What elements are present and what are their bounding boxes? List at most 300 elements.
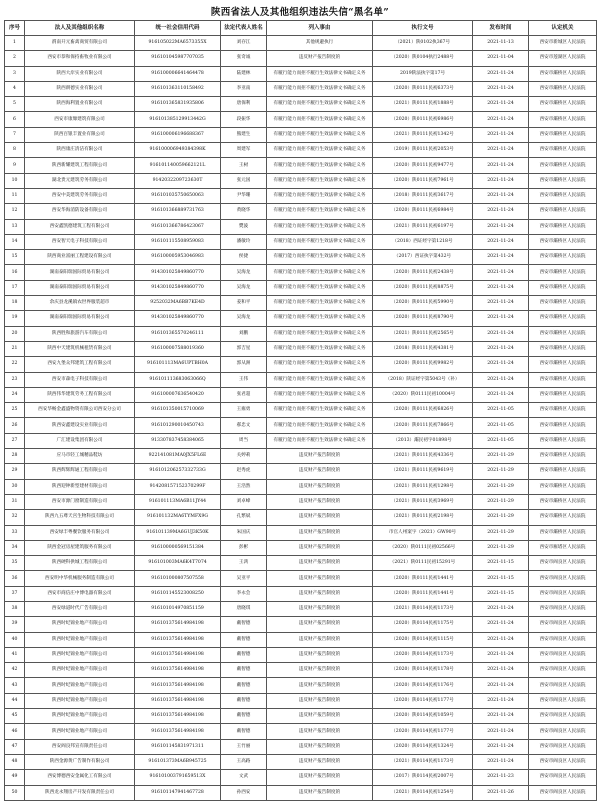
publish-date: 2021-11-29 — [473, 479, 529, 494]
doc-number: （2021）陕0111民初9619号 — [373, 464, 473, 479]
org-name: 陕西时纪锦业地产有限公司 — [25, 724, 135, 739]
header-publish-date: 发布时间 — [473, 21, 529, 36]
row-index: 48 — [5, 754, 25, 769]
doc-number: （2020）陕0111民初5990号 — [373, 296, 473, 311]
credit-code: 916101003MA6K4T7074 — [135, 556, 221, 571]
publish-date: 2021-11-24 — [473, 219, 529, 234]
org-name: 陕西康庄清洁有限公司 — [25, 143, 135, 158]
publish-date: 2021-11-24 — [473, 204, 529, 219]
publish-date: 2021-11-24 — [473, 296, 529, 311]
legal-rep: 孙西安 — [221, 785, 267, 800]
org-name: 西安博德西安金属化工有限公司 — [25, 770, 135, 785]
org-name: 陕西大岸实业有限公司 — [25, 66, 135, 81]
org-name: 西安市康塬建筑有限公司 — [25, 112, 135, 127]
legal-rep: 陆建林 — [221, 66, 267, 81]
table-row — [5, 311, 597, 326]
table-row — [5, 97, 597, 112]
authority: 西安市灞桥区人民法院 — [529, 341, 597, 356]
row-index: 8 — [5, 143, 25, 158]
reason: 有履行能力而拒不履行生效法律文书确定义务 — [267, 158, 373, 173]
authority: 西安市阎良区人民法院 — [529, 754, 597, 769]
legal-rep: 戴智德 — [221, 724, 267, 739]
publish-date: 2021-11-29 — [473, 494, 529, 509]
legal-rep: 孔繁斌 — [221, 510, 267, 525]
publish-date: 2021-11-24 — [473, 601, 529, 616]
authority: 西安市灞桥区人民法院 — [529, 449, 597, 464]
publish-date: 2021-11-24 — [473, 372, 529, 387]
doc-number: 2019陕法执字第17号 — [373, 66, 473, 81]
reason: 违反财产报告制度的 — [267, 479, 373, 494]
credit-code: 916101366889731763 — [135, 204, 221, 219]
credit-code: 916101365570246111 — [135, 326, 221, 341]
authority: 西安市灞桥区人民法院 — [529, 494, 597, 509]
doc-number: （2021）陕0114民初1254号 — [373, 785, 473, 800]
credit-code: 916100000569151384 — [135, 540, 221, 555]
reason: 有履行能力而拒不履行生效法律文书确定义务 — [267, 112, 373, 127]
row-index: 49 — [5, 770, 25, 785]
doc-number: （2020）陕0111民初7961号 — [373, 173, 473, 188]
reason: 有履行能力而拒不履行生效法律文书确定义务 — [267, 188, 373, 203]
reason: 违反财产报告制度的 — [267, 647, 373, 662]
row-index: 3 — [5, 66, 25, 81]
table-row — [5, 280, 597, 295]
org-name: 西安九堡众邦建筑工程有限公司 — [25, 357, 135, 372]
row-index: 42 — [5, 663, 25, 678]
row-index: 5 — [5, 97, 25, 112]
reason: 违反财产报告制度的 — [267, 449, 373, 464]
reason: 有履行能力而拒不履行生效法律文书确定义务 — [267, 280, 373, 295]
doc-number: （2020）陕0111民初9982号 — [373, 357, 473, 372]
authority: 西安市阎良区人民法院 — [529, 571, 597, 586]
org-name: 陕西安鑫建设实业有限公司 — [25, 418, 135, 433]
doc-number: 市官人州案字（2021）GW90号 — [373, 525, 473, 540]
authority: 西安市灞桥区人民法院 — [529, 418, 597, 433]
doc-number: （2021）陕0111民初1298号 — [373, 479, 473, 494]
table-row — [5, 341, 597, 356]
table-row — [5, 418, 597, 433]
authority: 西安市灞桥区人民法院 — [529, 112, 597, 127]
legal-rep: 姜和平 — [221, 296, 267, 311]
credit-code: 916100007636540420 — [135, 387, 221, 402]
authority: 西安市灞桥区人民法院 — [529, 158, 597, 173]
doc-number: （2020）陕0111民初1441号 — [373, 586, 473, 601]
header-index: 序号 — [5, 21, 25, 36]
authority: 西安市灞桥区人民法院 — [529, 510, 597, 525]
credit-code: 916100007588019360 — [135, 341, 221, 356]
authority: 西安市灞桥区人民法院 — [529, 250, 597, 265]
reason: 有履行能力而拒不履行生效法律文书确定义务 — [267, 97, 373, 112]
row-index: 12 — [5, 204, 25, 219]
row-index: 15 — [5, 250, 25, 265]
doc-number: （2013）灞民初字01898号 — [373, 433, 473, 448]
publish-date: 2021-11-24 — [473, 357, 529, 372]
reason: 其他规避执行 — [267, 36, 373, 51]
table-row — [5, 66, 597, 81]
credit-code: 916101113MA6B11JY44 — [135, 494, 221, 509]
authority: 西安市灞桥区人民法院 — [529, 234, 597, 249]
doc-number: （2020）陕0114民初1059号 — [373, 709, 473, 724]
publish-date: 2021-11-15 — [473, 556, 529, 571]
org-name: 西安市商信庄中博电器有限公司 — [25, 586, 135, 601]
credit-code: 916101206257332733G — [135, 464, 221, 479]
publish-date: 2021-11-24 — [473, 326, 529, 341]
row-index: 26 — [5, 418, 25, 433]
table-row — [5, 81, 597, 96]
credit-code: 916101145523008250 — [135, 586, 221, 601]
credit-code: 916101014970851159 — [135, 601, 221, 616]
row-index: 28 — [5, 449, 25, 464]
doc-number: （2019）陕0111民初2053号 — [373, 143, 473, 158]
reason: 违反财产报告制度的 — [267, 617, 373, 632]
legal-rep: 张君超 — [221, 387, 267, 402]
legal-rep: 唐保利 — [221, 97, 267, 112]
legal-rep: 王竹丽 — [221, 739, 267, 754]
credit-code: 914301025849860770 — [135, 311, 221, 326]
legal-rep: 刘鹏 — [221, 326, 267, 341]
authority: 西安市灞桥区人民法院 — [529, 372, 597, 387]
doc-number: （2018）西证经字第1218号 — [373, 234, 473, 249]
publish-date: 2021-11-05 — [473, 418, 529, 433]
table-row — [5, 678, 597, 693]
publish-date: 2021-11-24 — [473, 647, 529, 662]
legal-rep: 朱国庆 — [221, 525, 267, 540]
legal-rep: 戴智德 — [221, 663, 267, 678]
publish-date: 2021-11-24 — [473, 387, 529, 402]
publish-date: 2021-11-24 — [473, 754, 529, 769]
authority: 西安市莲湖区人民法院 — [529, 51, 597, 66]
org-name: 应马市轻工城精品鞋坊 — [25, 449, 135, 464]
org-name: 陕西时纪锦业地产有限公司 — [25, 632, 135, 647]
authority: 西安市阎良区人民法院 — [529, 678, 597, 693]
publish-date: 2021-11-15 — [473, 586, 529, 601]
org-name: 西安市森电子科技有限公司 — [25, 372, 135, 387]
doc-number: （2021）陕0111民初4336号 — [373, 449, 473, 464]
authority: 西安市灞桥区人民法院 — [529, 326, 597, 341]
authority: 西安市阎良区人民法院 — [529, 632, 597, 647]
legal-rep: 关婷莉 — [221, 449, 267, 464]
credit-code: 914301025849860770 — [135, 265, 221, 280]
table-row — [5, 372, 597, 387]
table-row — [5, 219, 597, 234]
reason: 有履行能力而拒不履行生效法律文书确定义务 — [267, 66, 373, 81]
legal-rep: 戴智德 — [221, 678, 267, 693]
header-org-name: 法人及其他组织名称 — [25, 21, 135, 36]
authority: 西安市灞桥区人民法院 — [529, 173, 597, 188]
credit-code: 914208157152370299F — [135, 479, 221, 494]
authority: 西安市灞桥区人民法院 — [529, 296, 597, 311]
credit-code: 916100006196688367 — [135, 127, 221, 142]
row-index: 40 — [5, 632, 25, 647]
legal-rep: 周建军 — [221, 143, 267, 158]
doc-number: （2020）陕0111民初2438号 — [373, 265, 473, 280]
doc-number: （2020）陕0111民初9477号 — [373, 158, 473, 173]
credit-code: 916101375614984198 — [135, 724, 221, 739]
publish-date: 2021-11-24 — [473, 341, 529, 356]
legal-rep: 熊建生 — [221, 127, 267, 142]
doc-number: （2021）陕0111民初1342号 — [373, 127, 473, 142]
org-name: 西安中美建筑劳务有限公司 — [25, 188, 135, 203]
reason: 违反财产报告制度的 — [267, 494, 373, 509]
table-row — [5, 112, 597, 127]
authority: 西安市灞桥区人民法院 — [529, 66, 597, 81]
doc-number: （2021）陕0114民初1173号 — [373, 754, 473, 769]
authority: 西安市灞桥区人民法院 — [529, 97, 597, 112]
table-row — [5, 479, 597, 494]
table-row — [5, 326, 597, 341]
doc-number: （2021）陕0114民初1173号 — [373, 601, 473, 616]
reason: 有履行能力而拒不履行生效法律文书确定义务 — [267, 296, 373, 311]
doc-number: （2020）陕0114民初1178号 — [373, 663, 473, 678]
document-title: 陕西省法人及其他组织违法失信“黑名单” — [210, 7, 390, 18]
org-name: 陕西时纪锦业地产有限公司 — [25, 647, 135, 662]
authority: 西安市阎良区人民法院 — [529, 663, 597, 678]
row-index: 18 — [5, 296, 25, 311]
legal-rep: 王高路 — [221, 754, 267, 769]
table-row — [5, 433, 597, 448]
org-name: 陕西时纪锦业地产有限公司 — [25, 709, 135, 724]
credit-code: 914301025849860770 — [135, 280, 221, 295]
row-index: 44 — [5, 693, 25, 708]
publish-date: 2021-11-24 — [473, 250, 529, 265]
reason: 违反财产报告制度的 — [267, 709, 373, 724]
credit-code: 916101139MA6GUJ3K50K — [135, 525, 221, 540]
table-row — [5, 617, 597, 632]
legal-rep: 戴智德 — [221, 632, 267, 647]
publish-date: 2021-11-24 — [473, 724, 529, 739]
reason: 违反财产报告制度的 — [267, 785, 373, 800]
table-row — [5, 357, 597, 372]
row-index: 29 — [5, 464, 25, 479]
table-row — [5, 403, 597, 418]
reason: 有履行能力而拒不履行生效法律文书确定义务 — [267, 265, 373, 280]
legal-rep: 戴智德 — [221, 709, 267, 724]
publish-date: 2021-11-24 — [473, 66, 529, 81]
doc-number: （2020）陕0114民初1115号 — [373, 632, 473, 647]
row-index: 23 — [5, 372, 25, 387]
authority: 西安市灞桥区人民法院 — [529, 81, 597, 96]
publish-date: 2021-11-24 — [473, 663, 529, 678]
legal-rep: 尹华珊 — [221, 188, 267, 203]
reason: 有履行能力而拒不履行生效法律文书确定义务 — [267, 357, 373, 372]
publish-date: 2021-11-04 — [473, 51, 529, 66]
authority: 西安市阎良区人民法院 — [529, 647, 597, 662]
org-name: 陕西朗德实业有限公司 — [25, 81, 135, 96]
publish-date: 2021-11-29 — [473, 540, 529, 555]
row-index: 22 — [5, 357, 25, 372]
authority: 西安市阎良区人民法院 — [529, 709, 597, 724]
row-index: 38 — [5, 601, 25, 616]
org-name: 陕西百银丰置业有限公司 — [25, 127, 135, 142]
table-row — [5, 586, 597, 601]
publish-date: 2021-11-29 — [473, 464, 529, 479]
org-name: 陕西新耀建筑工程有限公司 — [25, 158, 135, 173]
legal-rep: 王树 — [221, 158, 267, 173]
publish-date: 2021-11-24 — [473, 188, 529, 203]
publish-date: 2021-11-24 — [473, 693, 529, 708]
doc-number: （2021）陕0111民初15291号 — [373, 556, 473, 571]
legal-rep: 王浩然 — [221, 479, 267, 494]
doc-number: （2020）陕0111民初1441号 — [373, 571, 473, 586]
reason: 有履行能力而拒不履行生效法律文书确定义务 — [267, 372, 373, 387]
reason: 违反财产报告制度的 — [267, 556, 373, 571]
table-row — [5, 204, 597, 219]
table-row — [5, 601, 597, 616]
doc-number: （2017）西证执字第432号 — [373, 250, 473, 265]
org-name: 陕西九五尊天宫生物科技有限公司 — [25, 510, 135, 525]
publish-date: 2021-11-24 — [473, 234, 529, 249]
row-index: 46 — [5, 724, 25, 739]
doc-number: （2020）陕0114民初1177号 — [373, 693, 473, 708]
publish-date: 2021-11-05 — [473, 433, 529, 448]
org-name: 陕西龙永翔房产开发有限责任公司 — [25, 785, 135, 800]
authority: 西安市雁塔区人民法院 — [529, 540, 597, 555]
authority: 西安市灞桥区人民法院 — [529, 265, 597, 280]
reason: 违反财产报告制度的 — [267, 51, 373, 66]
doc-number: （2020）陕0114民初1175号 — [373, 617, 473, 632]
reason: 有履行能力而拒不履行生效法律文书确定义务 — [267, 250, 373, 265]
legal-rep: 潘敏玲 — [221, 234, 267, 249]
credit-code: 916101290010450743 — [135, 418, 221, 433]
legal-rep: 王鸿 — [221, 556, 267, 571]
doc-number: （2021）陕0111民初2198号 — [373, 510, 473, 525]
credit-code: 916101113683063066Q — [135, 372, 221, 387]
authority: 西安市灞桥区人民法院 — [529, 188, 597, 203]
authority: 西安市阎良区人民法院 — [529, 770, 597, 785]
org-name: 西安鑫凯德建筑工程有限公司 — [25, 219, 135, 234]
org-name: 陕西伟华建筑劳务工程有限公司 — [25, 387, 135, 402]
credit-code: 916101140059662121L — [135, 158, 221, 173]
row-index: 30 — [5, 479, 25, 494]
reason: 有履行能力而拒不履行生效法律文书确定义务 — [267, 433, 373, 448]
org-name: 陕西硬科供城工程有限公司 — [25, 556, 135, 571]
doc-number: （2020）陕0114民初1176号 — [373, 678, 473, 693]
row-index: 4 — [5, 81, 25, 96]
org-name: 西安华海消防设备有限公司 — [25, 204, 135, 219]
row-index: 14 — [5, 234, 25, 249]
publish-date: 2021-11-29 — [473, 510, 529, 525]
publish-date: 2021-11-24 — [473, 709, 529, 724]
org-name: 陕西海利置业有限公司 — [25, 97, 135, 112]
org-name: 陕西辉辉辉通工程有限公司 — [25, 464, 135, 479]
reason: 违反财产报告制度的 — [267, 586, 373, 601]
reason: 有履行能力而拒不履行生效法律文书确定义务 — [267, 204, 373, 219]
reason: 违反财产报告制度的 — [267, 739, 373, 754]
reason: 有履行能力而拒不履行生效法律文书确定义务 — [267, 81, 373, 96]
legal-rep: 吴海龙 — [221, 280, 267, 295]
row-index: 16 — [5, 265, 25, 280]
authority: 西安市阎良区人民法院 — [529, 785, 597, 800]
table-row — [5, 188, 597, 203]
table-row — [5, 556, 597, 571]
table-row — [5, 158, 597, 173]
publish-date: 2021-11-13 — [473, 36, 529, 51]
legal-rep: 戴智德 — [221, 617, 267, 632]
legal-rep: 刘卓峰 — [221, 494, 267, 509]
row-index: 50 — [5, 785, 25, 800]
header-authority: 认定机关 — [529, 21, 597, 36]
publish-date: 2021-11-24 — [473, 617, 529, 632]
table-row — [5, 647, 597, 662]
table-row — [5, 127, 597, 142]
table-row — [5, 693, 597, 708]
table-row — [5, 296, 597, 311]
reason: 违反财产报告制度的 — [267, 632, 373, 647]
credit-code: 916101375614984198 — [135, 693, 221, 708]
authority: 西安市灞桥区人民法院 — [529, 357, 597, 372]
publish-date: 2021-11-24 — [473, 678, 529, 693]
credit-code: 913307837458384065 — [135, 433, 221, 448]
publish-date: 2021-11-24 — [473, 632, 529, 647]
publish-date: 2021-11-24 — [473, 81, 529, 96]
legal-rep: 张元国 — [221, 173, 267, 188]
credit-code: 916101045987707035 — [135, 51, 221, 66]
publish-date: 2021-11-23 — [473, 770, 529, 785]
table-body — [5, 36, 597, 801]
authority: 西安市灞桥区人民法院 — [529, 311, 597, 326]
org-name: 广汇建设集团有限公司 — [25, 433, 135, 448]
publish-date: 2021-11-24 — [473, 280, 529, 295]
reason: 违反财产报告制度的 — [267, 464, 373, 479]
publish-date: 2021-11-24 — [473, 265, 529, 280]
reason: 有履行能力而拒不履行生效法律文书确定义务 — [267, 403, 373, 418]
doc-number: （2020）陕0104执行2488号 — [373, 51, 473, 66]
credit-code: 916101385129913442G — [135, 112, 221, 127]
org-name: 西安华畅金鑫盛物资有限公司西安分公司 — [25, 403, 135, 418]
org-name: 湖南泰阳瑞国际贸易有限公司 — [25, 311, 135, 326]
legal-rep: 段振华 — [221, 112, 267, 127]
table-row — [5, 510, 597, 525]
credit-code: 916100006949384398K — [135, 143, 221, 158]
reason: 违反财产报告制度的 — [267, 678, 373, 693]
publish-date: 2021-11-29 — [473, 525, 529, 540]
table-row — [5, 770, 597, 785]
publish-date: 2021-11-26 — [473, 785, 529, 800]
doc-number: （2021）陕0111民初1888号 — [373, 97, 473, 112]
doc-number: （2020）陕0114民初1173号 — [373, 647, 473, 662]
reason: 有履行能力而拒不履行生效法律文书确定义务 — [267, 387, 373, 402]
publish-date: 2021-11-24 — [473, 143, 529, 158]
legal-rep: 郭吉星 — [221, 341, 267, 356]
legal-rep: 李亚南 — [221, 81, 267, 96]
doc-number: （2021）陕0111民初3969号 — [373, 494, 473, 509]
table-row — [5, 739, 597, 754]
credit-code: 916101373MA6B945725 — [135, 754, 221, 769]
reason: 违反财产报告制度的 — [267, 601, 373, 616]
credit-code: 916101000807507558 — [135, 571, 221, 586]
legal-rep: 赵秀虎 — [221, 464, 267, 479]
legal-rep: 唐晓琪 — [221, 601, 267, 616]
doc-number: （2021）陕0102执367号 — [373, 36, 473, 51]
credit-code: 916100006641464478 — [135, 66, 221, 81]
authority: 西安市灞桥区人民法院 — [529, 127, 597, 142]
row-index: 39 — [5, 617, 25, 632]
authority: 西安市阎良区人民法院 — [529, 556, 597, 571]
reason: 有履行能力而拒不履行生效法律文书确定义务 — [267, 173, 373, 188]
legal-rep: 吴海龙 — [221, 265, 267, 280]
table-row — [5, 464, 597, 479]
row-index: 1 — [5, 36, 25, 51]
reason: 违反财产报告制度的 — [267, 525, 373, 540]
credit-code: 916101375614984198 — [135, 709, 221, 724]
legal-rep: 郝忠文 — [221, 418, 267, 433]
row-index: 41 — [5, 647, 25, 662]
legal-rep: 李永会 — [221, 586, 267, 601]
authority: 西安市灞桥区人民法院 — [529, 433, 597, 448]
org-name: 陕西时纪锦业地产有限公司 — [25, 617, 135, 632]
table-row — [5, 632, 597, 647]
org-name: 西安绿道时代广告有限公司 — [25, 601, 135, 616]
table-row — [5, 525, 597, 540]
